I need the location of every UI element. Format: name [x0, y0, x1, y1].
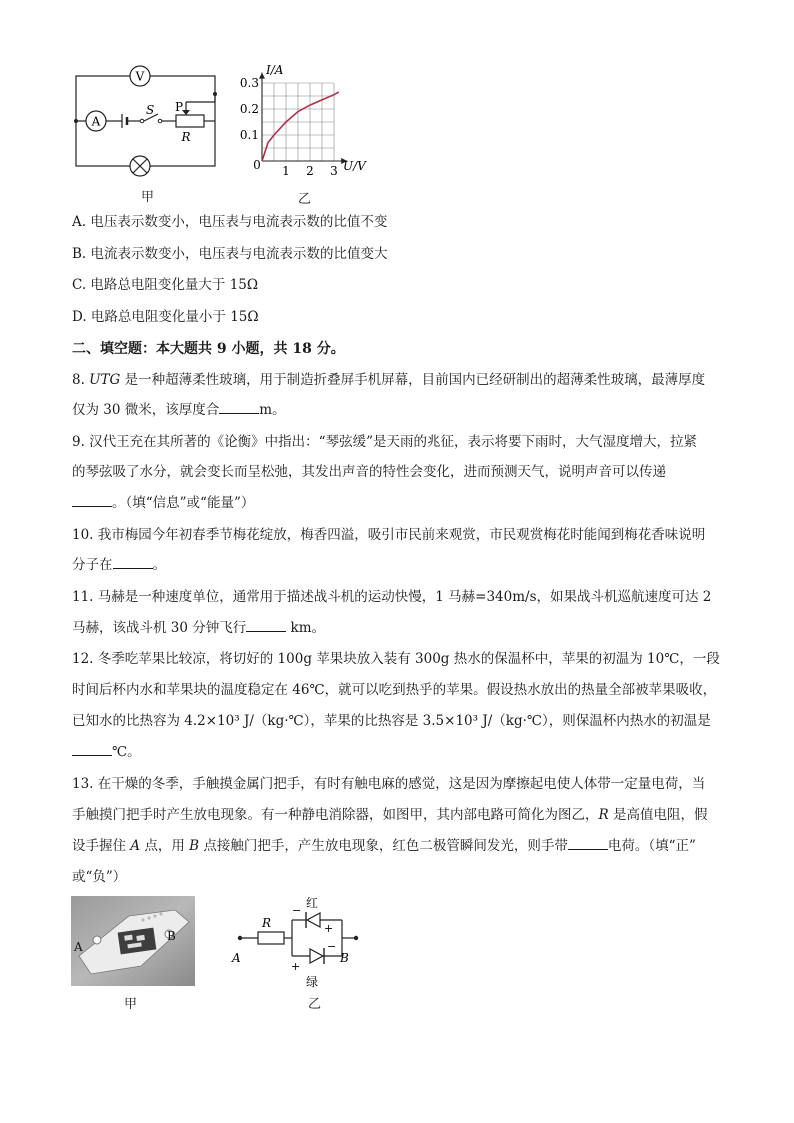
- q9-line3: 。（填“信息”或“能量”）: [72, 492, 762, 514]
- circuit-diagram-jia: [70, 62, 230, 182]
- voltmeter-label: V: [135, 69, 145, 84]
- q8-blank[interactable]: [219, 399, 259, 414]
- q10-blank[interactable]: [113, 554, 153, 569]
- chart-grid: [262, 83, 334, 161]
- q9-blank[interactable]: [72, 492, 112, 507]
- iv-curve: [262, 92, 339, 161]
- diode-green-plus: +: [291, 960, 301, 973]
- option-b: B. 电流表示数变小，电压表与电流表示数的比值变大: [72, 246, 388, 262]
- resistor-label: R: [181, 130, 191, 144]
- diode-red-plus: +: [324, 922, 334, 935]
- fig7-caption-left: 甲: [141, 190, 155, 205]
- q13-line3: 设手握住 A 点，用 B 点接触门把手，产生放电现象，红色二极管瞬间发光，则手带 电荷。（填“正”: [72, 835, 762, 857]
- chart-ylabel: I/A: [266, 63, 284, 77]
- x-tick-label: 1: [282, 164, 290, 178]
- fig13-caption-left: 甲: [124, 997, 138, 1012]
- ammeter-label: A: [91, 114, 101, 129]
- y-axis-arrow: [259, 73, 265, 79]
- fig13-caption-right: 乙: [308, 997, 322, 1012]
- diode-label-red: 红: [306, 896, 319, 910]
- x-tick-label: 3: [330, 164, 338, 178]
- q10-line1: 10. 我市梅园今年初春季节梅花绽放，梅香四溢，吸引市民前来观赏，市民观赏梅花时能闻到梅花香味说明: [72, 527, 706, 543]
- q13-blank[interactable]: [568, 835, 608, 850]
- static-eliminator-photo: [71, 896, 195, 986]
- circuit-label-r: R: [262, 916, 272, 930]
- slider-label: P: [175, 100, 184, 114]
- iv-chart: [228, 56, 378, 178]
- y-tick-label: 0.3: [239, 76, 259, 90]
- q11-line2: 马赫，该战斗机 30 分钟飞行 km。: [72, 617, 762, 639]
- option-d: D. 电路总电阻变化量小于 15Ω: [72, 309, 259, 325]
- circuit-label-a: A: [232, 951, 241, 965]
- q12-line3: 已知水的比热容为 4.2×10³ J/（kg·℃），苹果的比热容是 3.5×10³ J/（kg·℃），则保温杯内热水的初温是: [72, 713, 711, 729]
- option-c: C. 电路总电阻变化量大于 15Ω: [72, 277, 259, 293]
- q13-line2: 手触摸门把手时产生放电现象。有一种静电消除器，如图甲，其内部电路可简化为图乙，R 是高值电阻，假: [72, 807, 708, 823]
- photo-label-a: A: [74, 940, 83, 954]
- q13-line1: 13. 在干燥的冬季，手触摸金属门把手，有时有触电麻的感觉，这是因为摩擦起电使人体带一定量电荷，当: [72, 776, 706, 792]
- static-eliminator-circuit: [228, 896, 368, 996]
- q11-blank[interactable]: [246, 617, 286, 632]
- q12-line4: ℃。: [72, 741, 762, 763]
- q12-blank[interactable]: [72, 741, 112, 756]
- section-title: 二、填空题：本大题共 9 小题，共 18 分。: [72, 341, 345, 357]
- photo-label-b: B: [167, 929, 176, 943]
- y-tick-label: 0.1: [239, 128, 259, 142]
- chart-origin: 0: [253, 158, 261, 172]
- fig7-caption-right: 乙: [298, 192, 312, 207]
- chart-xlabel: U/V: [343, 159, 366, 173]
- q12-line2: 时间后杯内水和苹果块的温度稳定在 46℃，就可以吃到热乎的苹果。假设热水放出的热量全部被苹果吸收，: [72, 682, 717, 698]
- q13-line4: 或“负”）: [72, 869, 127, 885]
- diode-green-minus: −: [327, 940, 337, 953]
- y-tick-label: 0.2: [239, 102, 259, 116]
- q12-line1: 12. 冬季吃苹果比较凉，将切好的 100g 苹果块放入装有 300g 热水的保温杯中，苹果的初温为 10℃，一段: [72, 651, 720, 667]
- switch-label: S: [146, 103, 155, 117]
- q8-line1: 8. UTG 是一种超薄柔性玻璃，用于制造折叠屏手机屏幕，目前国内已经研制出的超薄柔性玻璃，最薄厚度: [72, 372, 706, 388]
- q8-line2: 仅为 30 微米，该厚度合 m。: [72, 399, 762, 421]
- q9-line2: 的琴弦吸了水分，就会变长而呈松弛，其发出声音的特性会变化，进而预测天气，说明声音可以传递: [72, 464, 666, 480]
- circuit-label-b: B: [340, 951, 349, 965]
- q10-line2: 分子在 。: [72, 554, 762, 576]
- q11-line1: 11. 马赫是一种速度单位，通常用于描述战斗机的运动快慢，1 马赫=340m/s，如果战斗机巡航速度可达 2: [72, 589, 712, 605]
- option-a: A. 电压表示数变小，电压表与电流表示数的比值不变: [72, 214, 388, 230]
- diode-red-minus: −: [292, 904, 302, 917]
- x-tick-label: 2: [306, 164, 314, 178]
- q9-line1: 9. 汉代王充在其所著的《论衡》中指出：“琴弦缓”是天雨的兆征，表示将要下雨时，大气湿度增大，拉紧: [72, 434, 697, 450]
- diode-label-green: 绿: [306, 975, 319, 989]
- q8-utg: UTG: [89, 372, 121, 388]
